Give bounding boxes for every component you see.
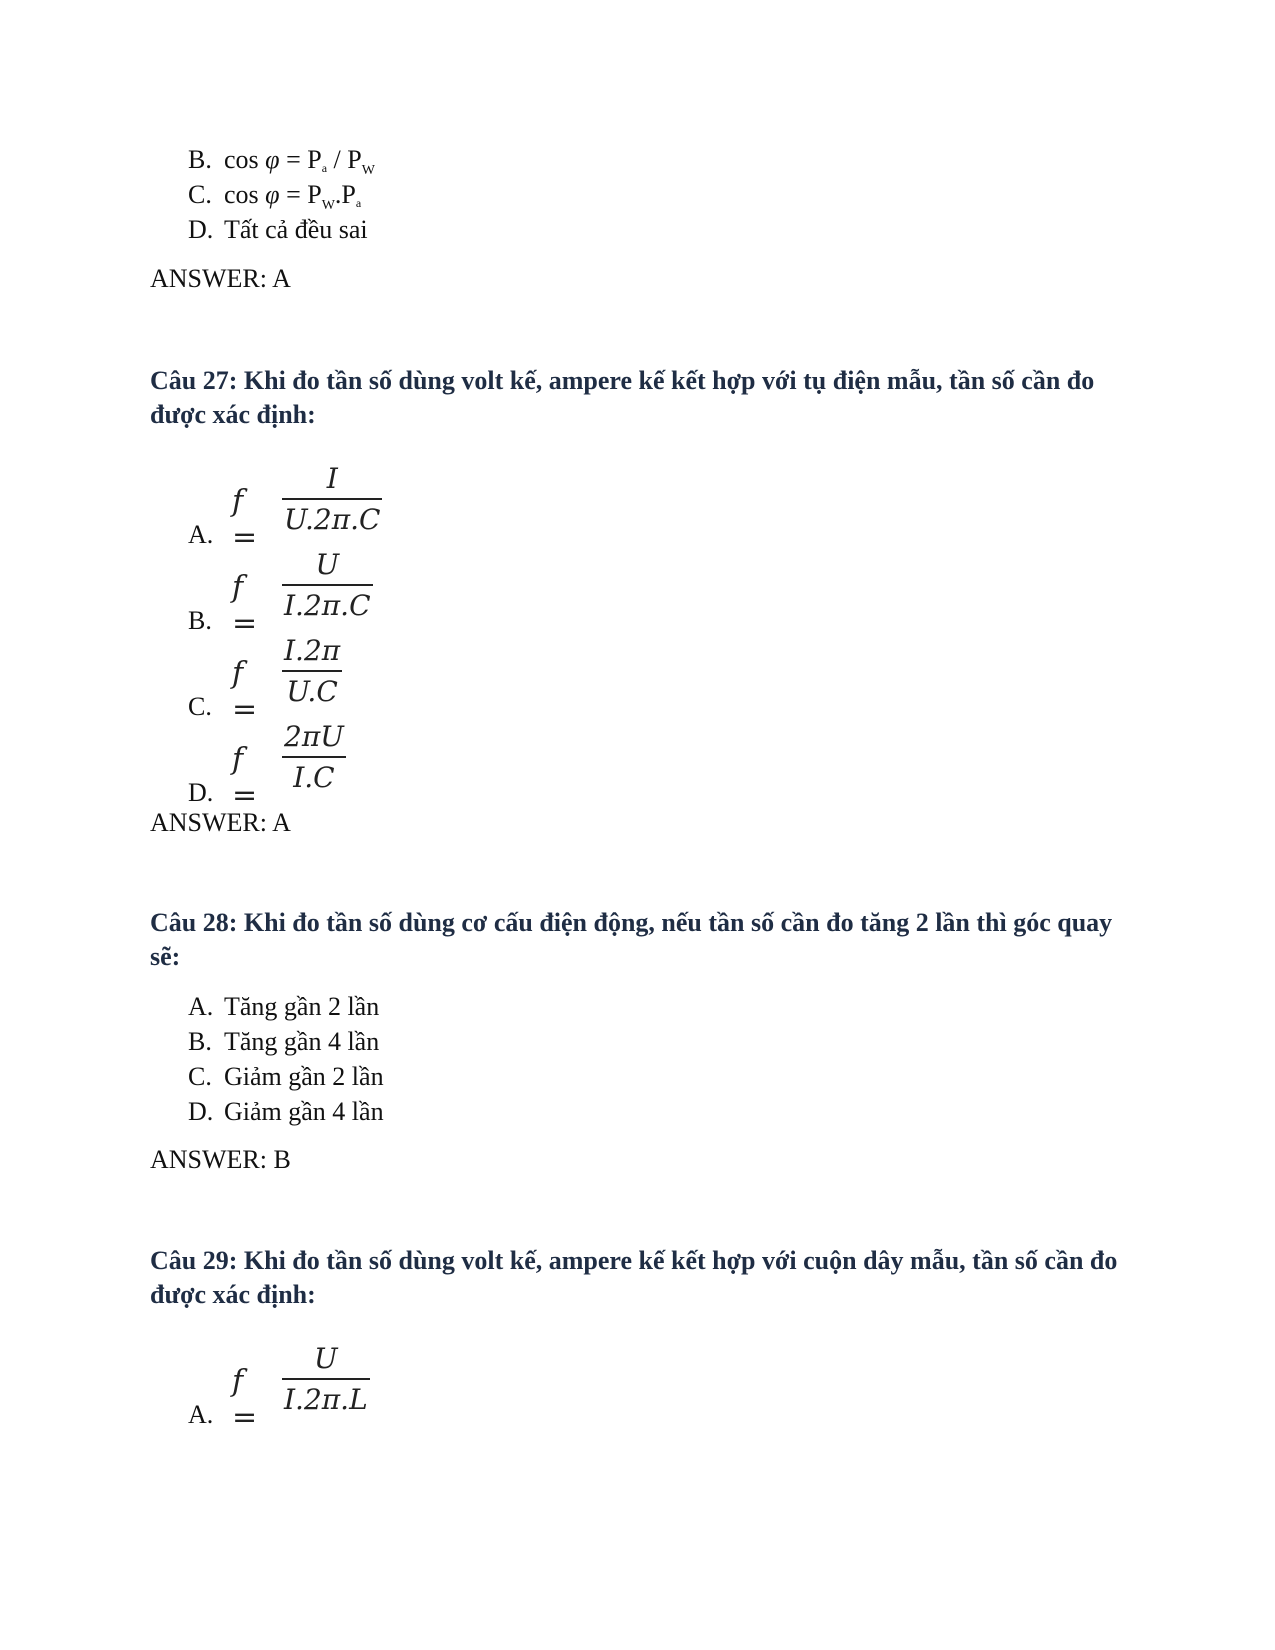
numerator: I.2π [284, 634, 341, 667]
option-letter: A. [188, 1400, 214, 1429]
formula-option-c: C. f = I.2π U.C [188, 634, 341, 727]
option-letter: A. [188, 520, 214, 549]
option-letter: B. [188, 606, 212, 635]
option-b [188, 1027, 379, 1057]
numerator: 2πU [284, 720, 344, 753]
fraction [282, 1340, 370, 1420]
option-b: B. $\cos \varphi = Pa / P_W$ [188, 145, 375, 178]
option-letter: B. [188, 1027, 212, 1056]
option-text: Giảm gần 4 lần [224, 1097, 384, 1126]
option-letter: B. [188, 145, 212, 174]
question-title: Câu 28: Khi đo tần số dùng cơ cấu điện động, nếu tần số cần đo tăng 2 lần thì góc quay sẽ: [150, 908, 1113, 971]
denominator: I.C [293, 761, 335, 794]
option-c: C. $\cos \varphi = P_W.Pa$ [188, 180, 362, 213]
fraction [282, 460, 382, 540]
numerator: I [326, 462, 338, 495]
denominator: I.2π.C [284, 589, 371, 622]
option-text: Tất cả đều sai [224, 215, 368, 244]
numerator: U [315, 548, 340, 581]
fraction [282, 546, 373, 626]
question-title: Câu 27: Khi đo tần số dùng volt kế, ampere kế kết hợp với tụ điện mẫu, tần số cần đo được xác định: [150, 366, 1095, 429]
option-letter: D. [188, 215, 214, 244]
option-letter: A. [188, 992, 214, 1021]
answer-line: ANSWER: A [150, 264, 291, 293]
fraction [282, 718, 346, 798]
option-text: Tăng gần 4 lần [224, 1027, 380, 1056]
option-letter: C. [188, 180, 212, 209]
answer-line: ANSWER: B [150, 1145, 291, 1174]
denominator: U.C [286, 675, 338, 708]
option-d [188, 1097, 384, 1127]
answer-line: ANSWER: A [150, 808, 291, 837]
option-d [188, 215, 368, 245]
numerator: U [314, 1342, 338, 1375]
denominator: I.2π.L [284, 1383, 368, 1416]
formula-option-d: D. f = 2πU I.C [188, 720, 344, 813]
question-title: Câu 29: Khi đo tần số dùng volt kế, ampere kế kết hợp với cuộn dây mẫu, tần số cần đo được xác định: [150, 1246, 1118, 1309]
formula-option-a: A. f = U I.2π.L [188, 1342, 368, 1435]
option-letter: C. [188, 1062, 212, 1091]
option-text: Tăng gần 2 lần [224, 992, 380, 1021]
denominator: U.2π.C [284, 503, 381, 536]
option-a [188, 992, 379, 1022]
option-letter: C. [188, 692, 212, 721]
option-c [188, 1062, 384, 1092]
formula-option-b: B. f = U I.2π.C [188, 548, 371, 641]
formula-option-a: A. f = I U.2π.C [188, 462, 381, 555]
fraction [282, 632, 342, 712]
option-letter: D. [188, 778, 214, 807]
option-letter: D. [188, 1097, 214, 1126]
option-text: Giảm gần 2 lần [224, 1062, 384, 1091]
